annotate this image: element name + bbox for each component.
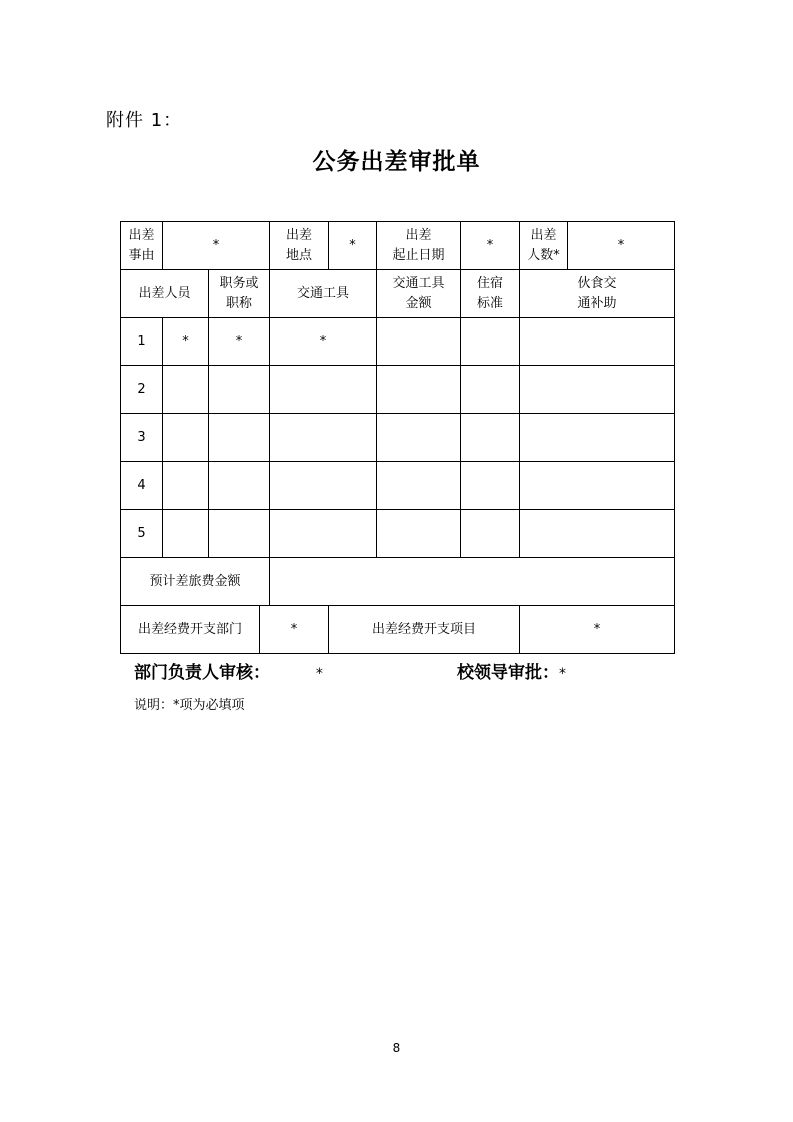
row-number: 4: [121, 462, 163, 510]
cell-meal-allowance[interactable]: [520, 510, 675, 558]
dept-head-approval: [134, 658, 323, 683]
col-meal-allowance: 伙食交 通补助: [520, 270, 675, 318]
place-value[interactable]: *: [329, 222, 377, 270]
dates-value[interactable]: *: [461, 222, 520, 270]
estimate-label: 预计差旅费金额: [121, 558, 270, 606]
cell-title[interactable]: [209, 366, 270, 414]
cell-transport[interactable]: [270, 510, 377, 558]
school-leader-label: 校领导审批：: [457, 663, 559, 683]
cell-transport-amount[interactable]: [377, 366, 461, 414]
attachment-label: 附件 1：: [106, 110, 183, 131]
dept-head-value[interactable]: *: [315, 666, 323, 682]
reason-label: 出差 事由: [121, 222, 163, 270]
count-label: 出差 人数*: [520, 222, 568, 270]
cell-title[interactable]: [209, 414, 270, 462]
cell-lodging[interactable]: [461, 414, 520, 462]
column-header-row: [121, 270, 675, 318]
col-transport-amount: 交通工具 金额: [377, 270, 461, 318]
cell-person[interactable]: *: [163, 318, 209, 366]
row-number: 1: [121, 318, 163, 366]
cell-person[interactable]: [163, 462, 209, 510]
cell-title[interactable]: [209, 510, 270, 558]
funding-row: [121, 606, 675, 654]
row-number: 5: [121, 510, 163, 558]
cell-transport-amount[interactable]: [377, 462, 461, 510]
cell-meal-allowance[interactable]: [520, 366, 675, 414]
col-lodging: 住宿 标准: [461, 270, 520, 318]
cell-lodging[interactable]: [461, 462, 520, 510]
cell-lodging[interactable]: [461, 510, 520, 558]
cell-transport[interactable]: [270, 414, 377, 462]
col-person: 出差人员: [121, 270, 209, 318]
col-transport: 交通工具: [270, 270, 377, 318]
col-title: 职务或 职称: [209, 270, 270, 318]
dept-head-label: 部门负责人审核：: [134, 663, 270, 683]
cell-meal-allowance[interactable]: [520, 414, 675, 462]
table-row: [121, 414, 675, 462]
cell-title[interactable]: [209, 462, 270, 510]
cell-transport-amount[interactable]: [377, 414, 461, 462]
cell-transport[interactable]: [270, 366, 377, 414]
cell-lodging[interactable]: [461, 366, 520, 414]
cell-person[interactable]: [163, 510, 209, 558]
row-number: 2: [121, 366, 163, 414]
dates-label: 出差 起止日期: [377, 222, 461, 270]
estimate-value[interactable]: [270, 558, 675, 606]
dept-label: 出差经费开支部门: [121, 606, 260, 654]
approval-form: [120, 221, 674, 654]
cell-transport-amount[interactable]: [377, 510, 461, 558]
page-number: 8: [392, 1041, 401, 1055]
table-row: [121, 462, 675, 510]
item-label: 出差经费开支项目: [329, 606, 520, 654]
count-value[interactable]: *: [568, 222, 675, 270]
place-label: 出差 地点: [270, 222, 329, 270]
estimate-row: [121, 558, 675, 606]
form-table: [120, 221, 675, 654]
school-leader-value[interactable]: *: [559, 666, 566, 682]
item-value[interactable]: *: [520, 606, 675, 654]
dept-value[interactable]: *: [260, 606, 329, 654]
row-number: 3: [121, 414, 163, 462]
cell-transport[interactable]: [270, 462, 377, 510]
cell-person[interactable]: [163, 366, 209, 414]
header-row: [121, 222, 675, 270]
cell-lodging[interactable]: [461, 318, 520, 366]
cell-title[interactable]: *: [209, 318, 270, 366]
table-row: [121, 366, 675, 414]
form-note: 说明：*项为必填项: [134, 698, 245, 713]
cell-meal-allowance[interactable]: [520, 318, 675, 366]
page-title: 公务出差审批单: [312, 149, 481, 175]
school-leader-approval: [457, 658, 566, 683]
cell-transport[interactable]: *: [270, 318, 377, 366]
table-row: [121, 318, 675, 366]
cell-meal-allowance[interactable]: [520, 462, 675, 510]
table-row: [121, 510, 675, 558]
cell-person[interactable]: [163, 414, 209, 462]
cell-transport-amount[interactable]: [377, 318, 461, 366]
reason-value[interactable]: *: [163, 222, 270, 270]
